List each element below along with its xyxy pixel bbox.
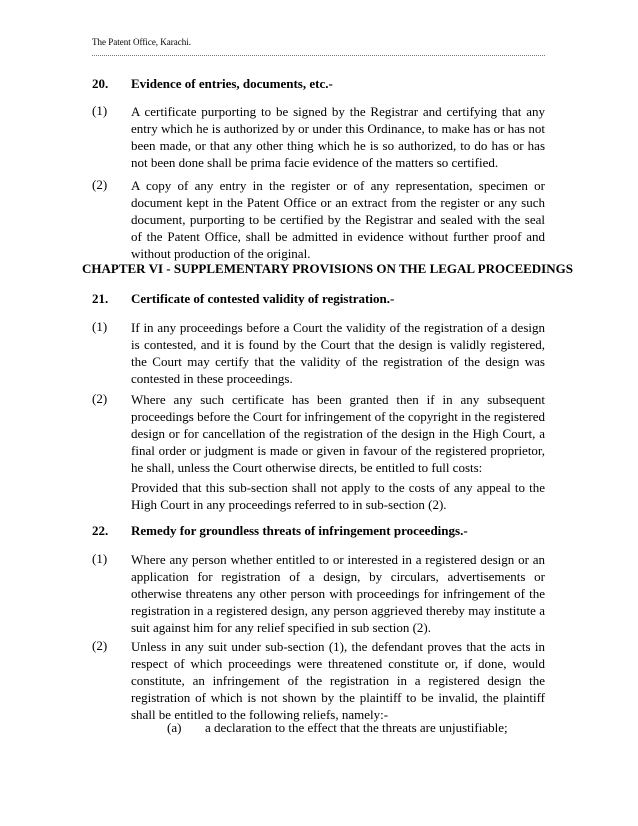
section-21-clause-2-label: (2) — [92, 391, 108, 406]
header-divider — [92, 55, 545, 56]
section-22-title: Remedy for groundless threats of infringement proceedings.- — [131, 523, 468, 538]
section-22-clause-1-text: Where any person whether entitled to or interested in a registered design or an application for registration of a design, by circulars, advertisements or otherwise threatens any other person with proceedings for infringement of the registration in a registered design, any person aggrieved thereby may institute a suit against him for any relief specified in sub section (2). — [131, 552, 545, 635]
section-20-clause-2-text: A copy of any entry in the register or of any representation, specimen or document kept in the Patent Office or an extract from the register or any such document, purporting to be certified by the Registrar and sealed with the seal of the Patent Office, shall be admitted in evidence without further proof and without production of the original. — [131, 178, 545, 261]
section-20-number: 20. — [92, 76, 109, 91]
section-22-subclause-a-text: a declaration to the effect that the threats are unjustifiable; — [205, 720, 508, 735]
section-21-number: 21. — [92, 291, 109, 306]
page-header: The Patent Office, Karachi. — [92, 37, 192, 47]
chapter-heading: CHAPTER VI - SUPPLEMENTARY PROVISIONS ON THE LEGAL PROCEEDINGS — [82, 261, 573, 276]
section-20-clause-2-label: (2) — [92, 177, 108, 192]
section-20-title: Evidence of entries, documents, etc.- — [131, 76, 333, 91]
section-21-clause-1-label: (1) — [92, 319, 108, 334]
section-22-subclause-a-label: (a) — [167, 720, 182, 735]
section-20-clause-1-text: A certificate purporting to be signed by the Registrar and certifying that any entry which he is authorized by or under this Ordinance, to make has or has not been made, or that any other thing which he is so authorized, to do has or has not been done shall be prima facie evidence of the matters so certified. — [131, 104, 545, 170]
section-21-clause-1-text: If in any proceedings before a Court the validity of the registration of a design is contested, and it is found by the Court that the design is validly registered, the Court may certify that the validity of the registration of the design was contested in these proceedings. — [131, 320, 545, 386]
section-21-title: Certificate of contested validity of registration.- — [131, 291, 395, 306]
section-22-clause-2-text: Unless in any suit under sub-section (1), the defendant proves that the acts in respect of which proceedings were threatened constitute or, if done, would constitute, an infringement of the registration in a registered design the registration of which is not shown by the plaintiff to be invalid, the plaintiff shall be entitled to the following reliefs, namely:- — [131, 639, 545, 722]
section-22-number: 22. — [92, 523, 109, 538]
section-21-proviso: Provided that this sub-section shall not apply to the costs of any appeal to the High Court in any proceedings referred to in sub-section (2). — [131, 480, 545, 512]
section-21-clause-2-text: Where any such certificate has been granted then if in any subsequent proceedings before the Court for infringement of the copyright in the registered design or for cancellation of the registration of the design in the High Court, a final order or judgment is made or given in favour of the registered proprietor, he shall, unless the Court otherwise directs, be entitled to full costs: — [131, 392, 545, 475]
section-22-clause-1-label: (1) — [92, 551, 108, 566]
section-20-clause-1-label: (1) — [92, 103, 108, 118]
section-22-clause-2-label: (2) — [92, 638, 108, 653]
